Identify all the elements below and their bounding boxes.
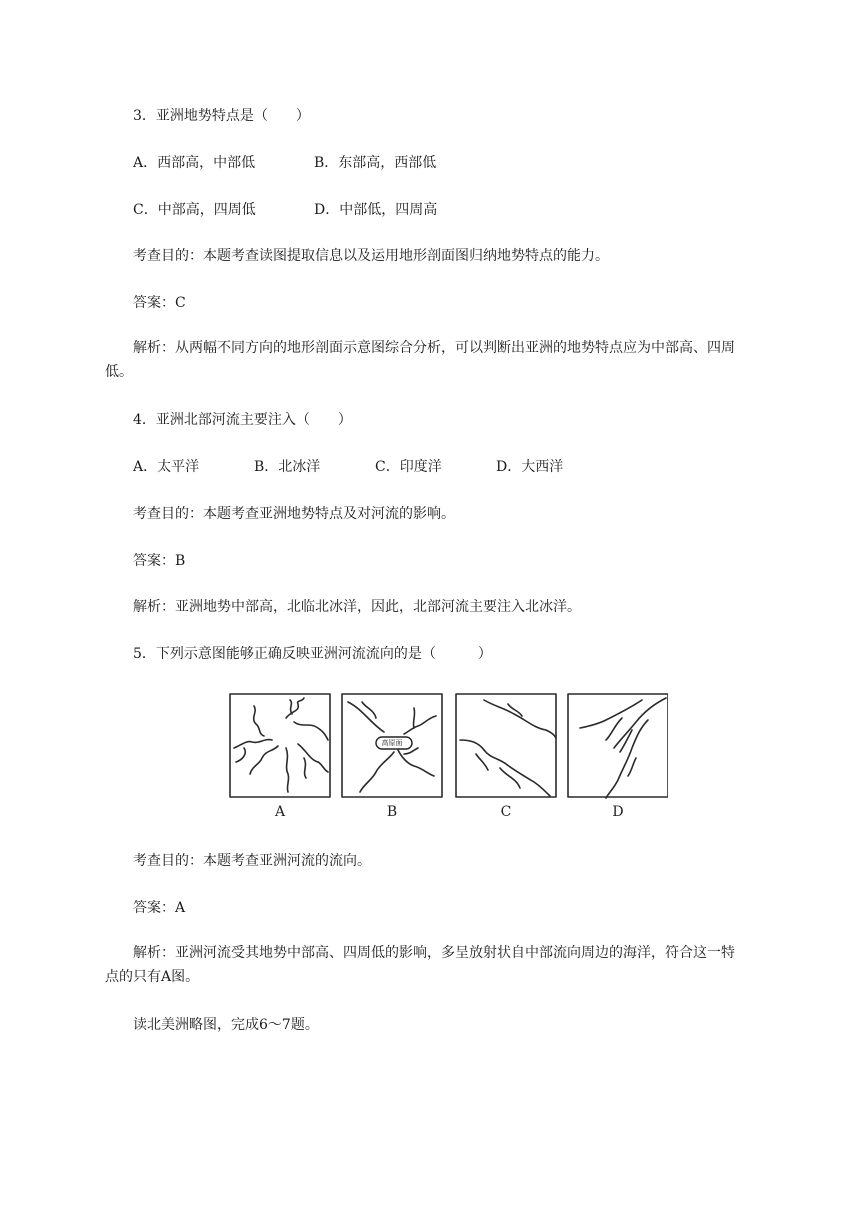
q3-purpose: 考查目的：本题考查读图提取信息以及运用地形剖面图归纳地势特点的能力。 — [133, 248, 609, 264]
q3-option-b: B．东部高，西部低 — [314, 155, 437, 171]
panel-d-river — [628, 758, 636, 776]
q5-purpose: 考查目的：本题考查亚洲河流的流向。 — [133, 853, 371, 869]
panel-a-river — [286, 698, 304, 718]
q3-analysis: 解析：从两幅不同方向的地形剖面示意图综合分析，可以判断出亚洲的地势特点应为中部高、四周低。 — [105, 340, 735, 380]
q3-answer: 答案：C — [133, 295, 186, 311]
panel-d-river — [606, 718, 622, 740]
panel-c-label: C — [500, 804, 512, 820]
q3-stem: 3．亚洲地势特点是（ ） — [133, 108, 310, 124]
river-flow-diagrams — [228, 688, 668, 824]
panel-c-river — [476, 754, 488, 770]
panel-b-river — [404, 716, 436, 734]
q3-option-c: C．中部高，四周低 — [133, 202, 256, 218]
panel-b-river — [360, 752, 394, 792]
q4-options-row — [133, 457, 563, 477]
next-questions-intro: 读北美洲略图，完成6～7题。 — [133, 1017, 319, 1033]
panel-a-river — [304, 758, 306, 778]
river-flow-figure — [228, 688, 668, 824]
panel-d-river — [614, 698, 666, 748]
panel-a-river — [254, 706, 264, 736]
panel-b-label: B — [386, 804, 398, 820]
panel-a-river — [294, 722, 328, 740]
q3-option-a: A．西部高，中部低 — [133, 155, 256, 171]
q4-option-b: B．北冰洋 — [254, 459, 321, 475]
q4-option-c: C．印度洋 — [375, 459, 442, 475]
panel-c-river — [484, 700, 556, 738]
panel-a-river — [236, 748, 245, 762]
q4-option-d: D．大西洋 — [496, 459, 564, 475]
panel-d-label: D — [612, 804, 624, 820]
panel-a-river — [250, 746, 278, 774]
panel-a-river — [290, 700, 292, 714]
q5-analysis: 解析：亚洲河流受其地势中部高、四周低的影响，多呈放射状自中部流向周边的海洋，符合这一特点的只有A图。 — [105, 945, 735, 985]
panel-a-river — [234, 740, 272, 748]
panel-a-label: A — [274, 804, 286, 820]
panel-b-river — [362, 702, 376, 718]
panel-b-plateau-label: 高原面 — [381, 739, 403, 747]
q4-analysis: 解析：亚洲地势中部高，北临北冰洋，因此，北部河流主要注入北冰洋。 — [133, 599, 581, 615]
panel-c-river — [460, 740, 550, 796]
q3-options-row1 — [133, 153, 436, 173]
panel-d-river — [580, 700, 642, 728]
panel-a-river — [298, 744, 328, 772]
q3-options-row2 — [133, 200, 437, 220]
q4-stem: 4．亚洲北部河流主要注入（ ） — [133, 412, 352, 428]
q4-purpose: 考查目的：本题考查亚洲地势特点及对河流的影响。 — [133, 506, 455, 522]
q4-answer: 答案：B — [133, 553, 186, 569]
q3-option-d: D．中部低，四周高 — [314, 202, 438, 218]
panel-b-river — [413, 708, 414, 728]
panel-a-frame — [230, 694, 330, 797]
q5-stem: 5．下列示意图能够正确反映亚洲河流流向的是（ ） — [133, 646, 492, 662]
panel-a-river — [286, 748, 289, 792]
q5-answer: 答案：A — [133, 900, 186, 916]
q4-option-a: A．太平洋 — [133, 459, 200, 475]
